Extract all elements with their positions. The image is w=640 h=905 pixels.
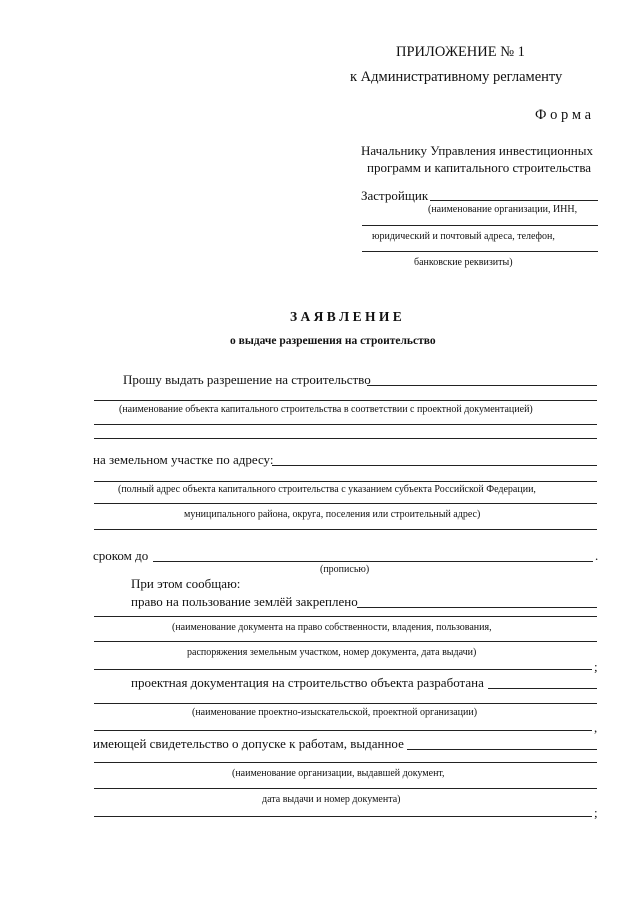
land-hint-2: распоряжения земельным участком, номер документа, дата выдачи) (187, 647, 477, 658)
addressee-line-2: программ и капитального строительства (367, 160, 592, 175)
document-subtitle: о выдаче разрешения на строительство (230, 335, 436, 347)
developer-blank-line-3[interactable] (362, 251, 598, 252)
developer-blank-line[interactable] (430, 200, 598, 201)
term-period: . (595, 548, 599, 563)
land-blank-line[interactable] (357, 607, 597, 608)
term-hint: (прописью) (320, 564, 370, 575)
land-right-text: право на пользование землёй закреплено (131, 594, 358, 609)
land-blank-line-3[interactable] (94, 641, 597, 642)
developer-hint-1: (наименование организации, ИНН, (428, 204, 578, 215)
developer-label: Застройщик (361, 188, 429, 203)
certificate-blank-line-4[interactable] (94, 816, 592, 817)
land-blank-line-4[interactable] (94, 669, 592, 670)
semicolon-2: ; (594, 805, 598, 820)
project-blank-line-3[interactable] (94, 730, 592, 731)
certificate-blank-line-2[interactable] (94, 762, 597, 763)
object-blank-line-4[interactable] (94, 438, 597, 439)
object-hint: (наименование объекта капитального строительства в соответствии с проектной документацией) (119, 404, 533, 415)
project-hint: (наименование проектно-изыскательской, проектной организации) (192, 707, 478, 718)
term-blank-line[interactable] (153, 561, 593, 562)
developer-hint-2: юридический и почтовый адреса, телефон, (372, 231, 555, 242)
address-blank-line-2[interactable] (94, 481, 597, 482)
report-text: При этом сообщаю: (131, 576, 241, 591)
object-blank-line[interactable] (367, 385, 597, 386)
semicolon-1: ; (594, 659, 598, 674)
project-text: проектная документация на строительство объекта разработана (131, 675, 484, 690)
project-blank-line[interactable] (488, 688, 597, 689)
developer-hint-3: банковские реквизиты) (414, 257, 513, 268)
land-hint-1: (наименование документа на право собственности, владения, пользования, (172, 622, 492, 633)
certificate-hint-1: (наименование организации, выдавшей документ, (232, 768, 445, 779)
object-blank-line-3[interactable] (94, 424, 597, 425)
land-blank-line-2[interactable] (94, 616, 597, 617)
certificate-text: имеющей свидетельство о допуске к работам, выданное (93, 736, 404, 751)
address-blank-line[interactable] (272, 465, 597, 466)
address-blank-line-3[interactable] (94, 503, 597, 504)
address-blank-line-4[interactable] (94, 529, 597, 530)
certificate-blank-line-3[interactable] (94, 788, 597, 789)
project-blank-line-2[interactable] (94, 703, 597, 704)
developer-blank-line-2[interactable] (362, 225, 598, 226)
object-blank-line-2[interactable] (94, 400, 597, 401)
address-hint-1: (полный адрес объекта капитального строительства с указанием субъекта Российской Федерации, (118, 484, 536, 495)
certificate-blank-line[interactable] (407, 749, 597, 750)
appendix-number: ПРИЛОЖЕНИЕ № 1 (396, 44, 525, 60)
addressee-line-1: Начальнику Управления инвестиционных (361, 143, 593, 158)
document-title: З А Я В Л Е Н И Е (290, 309, 402, 324)
plot-address-text: на земельном участке по адресу: (93, 452, 274, 467)
comma-1: , (594, 720, 598, 735)
regulation-reference: к Административному регламенту (350, 69, 563, 85)
address-hint-2: муниципального района, округа, поселения или строительный адрес) (184, 509, 481, 520)
term-text: сроком до (93, 548, 149, 563)
form-label: Ф о р м а (535, 107, 592, 123)
certificate-hint-2: дата выдачи и номер документа) (262, 794, 401, 805)
request-text: Прошу выдать разрешение на строительство (123, 372, 371, 387)
